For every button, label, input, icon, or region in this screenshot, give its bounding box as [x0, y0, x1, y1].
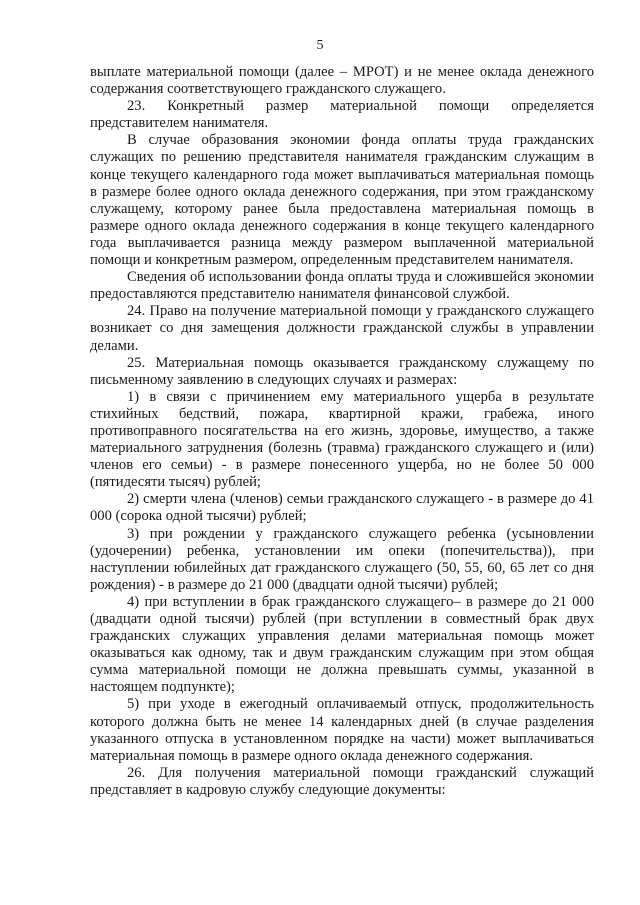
paragraph-25: 25. Материальная помощь оказывается гражданскому служащему по письменному заявлению в следующих случаях и размерах: [90, 354, 594, 388]
paragraph-23: 23. Конкретный размер материальной помощи определяется представителем нанимателя. [90, 98, 594, 132]
document-body [90, 64, 594, 799]
paragraph-23-reporting: Сведения об использовании фонда оплаты труда и сложившейся экономии предоставляются представителю нанимателя финансовой службой. [90, 269, 594, 303]
list-item-1: 1) в связи с причинением ему материального ущерба в результате стихийных бедствий, пожара, квартирной кражи, грабежа, иного противоправного посягательства на его жизнь, здоровье, имущество, а также материального затруднения (болезнь (травма) гражданского служащего и (или) членов его семьи) - в размере понесенного ущерба, но не более 50 000 (пятидесяти тысяч) рублей; [90, 388, 594, 491]
page-number: 5 [316, 38, 324, 53]
paragraph-26: 26. Для получения материальной помощи гражданский служащий представляет в кадровую службу следующие документы: [90, 764, 594, 798]
paragraph-24: 24. Право на получение материальной помощи у гражданского служащего возникает со дня замещения должности гражданской службы в управлении делами. [90, 303, 594, 354]
list-item-5: 5) при уходе в ежегодный оплачиваемый отпуск, продолжительность которого должна быть не менее 14 календарных дней (в случае разделения указанного отпуска в установленном порядке на части) может выплачиваться материальная помощь в размере одного оклада денежного содержания. [90, 696, 594, 764]
list-item-2: 2) смерти члена (членов) семьи гражданского служащего - в размере до 41 000 (сорока одной тысячи) рублей; [90, 491, 594, 525]
list-item-4: 4) при вступлении в брак гражданского служащего– в размере до 21 000 (двадцати одной тысячи) рублей (при вступлении в совместный брак двух гражданских служащих управления делами материальная помощь может оказываться как одному, так и двум гражданским служащим при этом общая сумма материальной помощи не должна превышать суммы, указанной в настоящем подпункте); [90, 593, 594, 696]
paragraph-23-savings: В случае образования экономии фонда оплаты труда гражданских служащих по решению представителя нанимателя гражданским служащим в конце текущего календарного года может выплачиваться материальная помощь в размере более одного оклада денежного содержания, при этом гражданскому служащему, которому ранее была предоставлена материальная помощь в размере одного оклада денежного содержания в конце текущего календарного года выплачивается разница между размером выплаченной материальной помощи и конкретным размером, определенным представителем нанимателя. [90, 132, 594, 269]
list-item-3: 3) при рождении у гражданского служащего ребенка (усыновлении (удочерении) ребенка, установлении им опеки (попечительства)), при наступлении юбилейных дат гражданского служащего (50, 55, 60, 65 лет со дня рождения) - в размере до 21 000 (двадцати одной тысячи) рублей; [90, 525, 594, 593]
paragraph-mrot-continuation: выплате материальной помощи (далее – МРОТ) и не менее оклада денежного содержания соответствующего гражданского служащего. [90, 64, 594, 98]
